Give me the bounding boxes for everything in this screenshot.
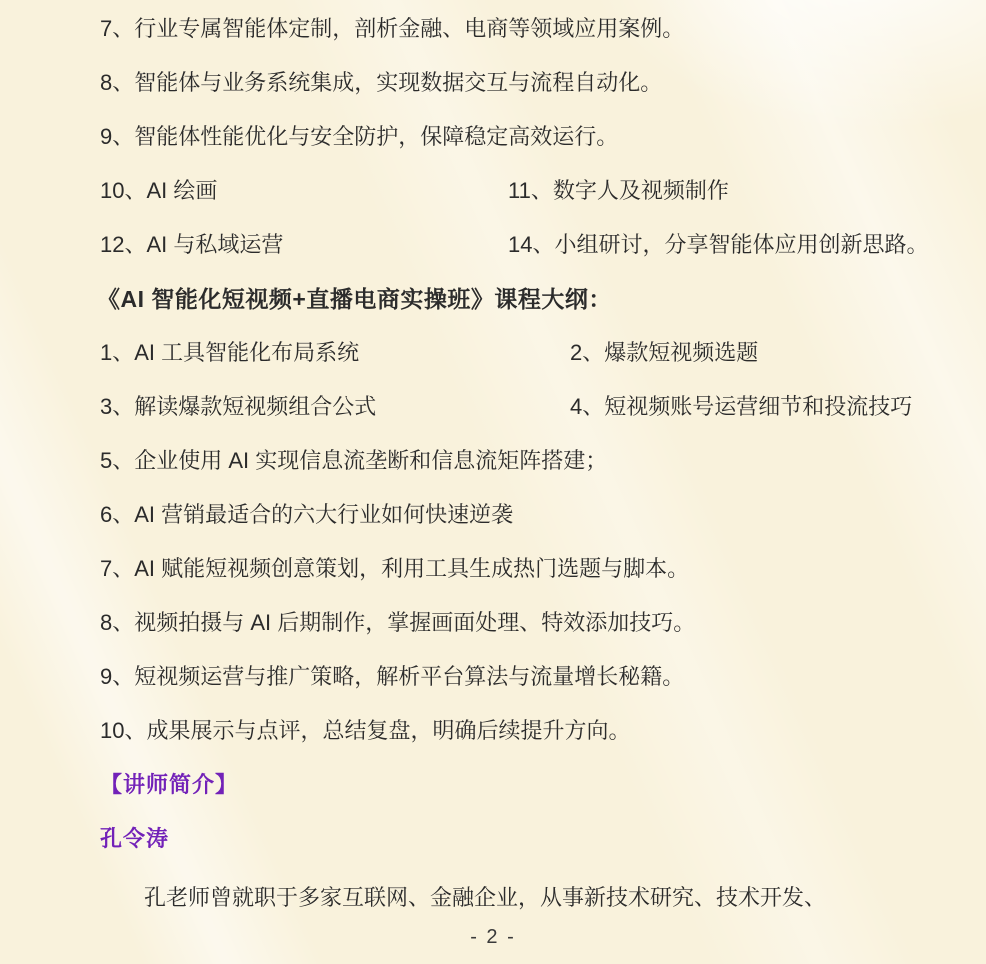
- lecturer-name: 孔令涛: [100, 826, 170, 851]
- short-video-course-heading: 《AI 智能化短视频+直播电商实操班》课程大纲：: [97, 286, 612, 312]
- agent-outline-item-9: 9、智能体性能优化与安全防护，保障稳定高效运行。: [100, 124, 619, 149]
- video-outline-item-3: 3、解读爆款短视频组合公式: [100, 394, 377, 419]
- video-outline-item-10: 10、成果展示与点评，总结复盘，明确后续提升方向。: [100, 718, 631, 743]
- video-outline-item-7: 7、AI 赋能短视频创意策划，利用工具生成热门选题与脚本。: [100, 556, 690, 581]
- agent-outline-item-12: 12、AI 与私域运营: [100, 232, 284, 257]
- video-outline-item-5: 5、企业使用 AI 实现信息流垄断和信息流矩阵搭建；: [100, 448, 608, 473]
- video-outline-item-8: 8、视频拍摄与 AI 后期制作，掌握画面处理、特效添加技巧。: [100, 610, 696, 635]
- video-outline-item-6: 6、AI 营销最适合的六大行业如何快速逆袭: [100, 502, 514, 527]
- agent-outline-item-10: 10、AI 绘画: [100, 178, 218, 203]
- agent-outline-item-11: 11、数字人及视频制作: [508, 178, 729, 203]
- video-outline-item-pair-3-4: [100, 380, 986, 434]
- lecturer-section-title: 【讲师简介】: [100, 772, 239, 797]
- agent-outline-item-pair-10-11: [100, 164, 986, 218]
- agent-outline-item-8: 8、智能体与业务系统集成，实现数据交互与流程自动化。: [100, 70, 663, 95]
- video-outline-item-2: 2、爆款短视频选题: [570, 340, 759, 365]
- video-outline-item-1: 1、AI 工具智能化布局系统: [100, 340, 360, 365]
- agent-outline-item-14: 14、小组研讨，分享智能体应用创新思路。: [508, 232, 929, 257]
- lecturer-bio-line: 孔老师曾就职于多家互联网、金融企业，从事新技术研究、技术开发、: [144, 885, 827, 910]
- video-outline-item-9: 9、短视频运营与推广策略，解析平台算法与流量增长秘籍。: [100, 664, 685, 689]
- agent-outline-item-pair-12-14: [100, 218, 986, 272]
- page-number: - 2 -: [470, 926, 516, 948]
- agent-outline-item-7: 7、行业专属智能体定制，剖析金融、电商等领域应用案例。: [100, 16, 685, 41]
- video-outline-item-pair-1-2: [100, 326, 986, 380]
- video-outline-item-4: 4、短视频账号运营细节和投流技巧: [570, 394, 913, 419]
